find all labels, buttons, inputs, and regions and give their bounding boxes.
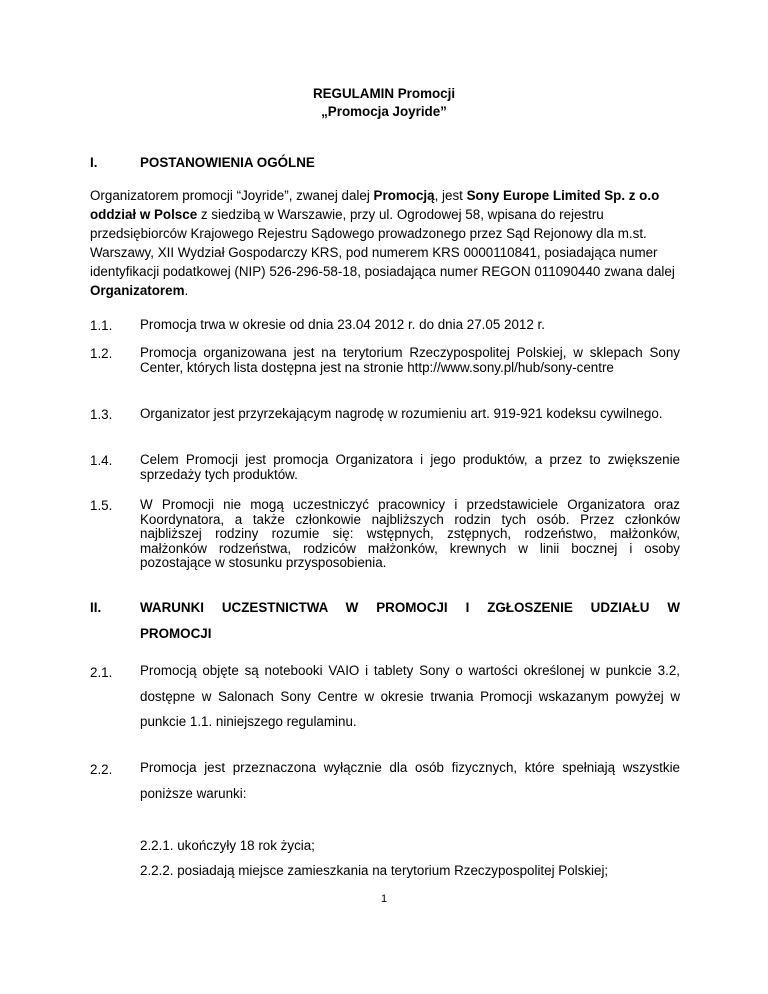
section-1-number: I. <box>90 155 98 170</box>
item-number: 1.4. <box>90 453 113 468</box>
item-number: 1.5. <box>90 498 113 513</box>
item-number: 2.2. <box>90 762 113 777</box>
item-text: W Promocji nie mogą uczestniczyć pracownicy i przedstawiciele Organizatora oraz Koordynatora, a także członkowie najbliższych rodzin tych osób. Przez członków najbliższej rodziny rozumie się: wstępnych, zstępnych, rodzeństwo, małżonków, małżonków rodzeństwa, rodziców małżonków, krewnych w linii bocznej i osoby pozostające w stosunku przysposobienia. <box>140 497 680 570</box>
page-number: 1 <box>380 893 388 905</box>
item-number: 1.2. <box>90 346 113 361</box>
document-subtitle: „Promocja Joyride” <box>321 104 447 119</box>
item-text: Promocją objęte są notebooki VAIO i tablety Sony o wartości określonej w punkcie 3.2, dostępne w Salonach Sony Centre w okresie trwania Promocji wskazanym powyżej w punkcie 1.1. niniejszego regulaminu. <box>140 663 680 729</box>
section-2-title-continued: PROMOCJI <box>140 626 212 641</box>
document-title: REGULAMIN Promocji <box>312 86 456 101</box>
sub-item: 2.2.1. ukończyły 18 rok życia; <box>140 838 315 853</box>
item-number: 1.3. <box>90 407 113 422</box>
item-text: Promocja trwa w okresie od dnia 23.04 2012 r. do dnia 27.05 2012 r. <box>140 317 545 332</box>
sub-item: 2.2.2. posiadają miejsce zamieszkania na terytorium Rzeczypospolitej Polskiej; <box>140 863 609 878</box>
intro-paragraph: Organizatorem promocji “Joyride”, zwanej dalej Promocją, jest Sony Europe Limited Sp. z o.o oddział w Polsce z siedzibą w Warszawie, przy ul. Ogrodowej 58, wpisana do rejestru przedsiębiorców Krajowego Rejestru Sądowego prowadzonego przez Sąd Rejonowy dla m.st. Warszawy, XII Wydział Gospodarczy KRS, pod numerem KRS 0000110841, posiadająca numer identyfikacji podatkowej (NIP) 526-296-58-18, posiadająca numer REGON 011090440 zwana dalej Organizatorem. <box>90 188 675 298</box>
item-number: 1.1. <box>90 318 113 333</box>
item-number: 2.1. <box>90 665 113 680</box>
item-text: Organizator jest przyrzekającym nagrodę w rozumieniu art. 919-921 kodeksu cywilnego. <box>140 406 663 421</box>
item-text: Celem Promocji jest promocja Organizatora i jego produktów, a przez to zwiększenie sprzedaży tych produktów. <box>140 452 680 482</box>
section-2-number: II. <box>90 600 102 615</box>
section-1-title: POSTANOWIENIA OGÓLNE <box>140 155 315 170</box>
item-text: Promocja jest przeznaczona wyłącznie dla osób fizycznych, które spełniają wszystkie poniższe warunki: <box>140 760 680 801</box>
item-text: Promocja organizowana jest na terytorium Rzeczypospolitej Polskiej, w sklepach Sony Center, których lista dostępna jest na stronie http://www.sony.pl/hub/sony-centre <box>140 345 680 375</box>
section-2-title: WARUNKI UCZESTNICTWA W PROMOCJI I ZGŁOSZENIE UDZIAŁU W <box>140 600 680 615</box>
